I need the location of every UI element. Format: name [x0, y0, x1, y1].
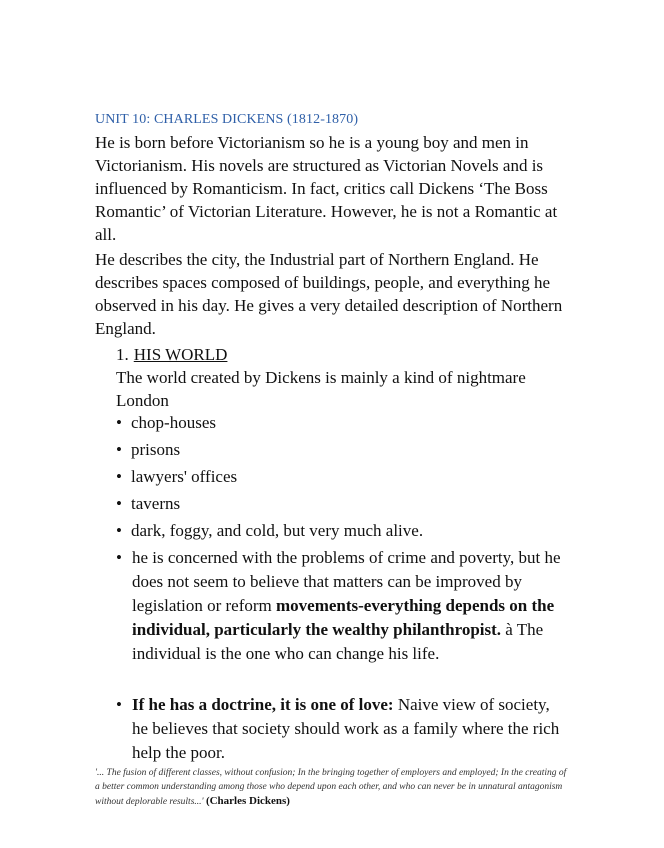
- list-item: [116, 411, 216, 435]
- concern-text: he is concerned with the problems of crime and poverty, but he does not seem to believe that matters can be improved by legislation or reform: [132, 548, 561, 615]
- list-item: [116, 438, 180, 462]
- bullet-icon: •: [116, 413, 122, 432]
- concern-end-text: The individual is the one who can change his life.: [132, 620, 544, 663]
- paragraph-city: He describes the city, the Industrial part of Northern England. He describes spaces composed of buildings, people, and everything he observed in his day. He gives a very detailed description of Northern England.: [95, 250, 563, 338]
- list-item-doctrine: [116, 693, 566, 765]
- bullet-icon: •: [116, 548, 122, 567]
- arrow-icon: à: [501, 620, 517, 639]
- dickens-quote: [95, 766, 573, 809]
- doctrine-bold-text: If he has a doctrine, it is one of love:: [132, 695, 394, 714]
- paragraph-intro: He is born before Victorianism so he is a young boy and men in Victorianism. His novels are structured as Victorian Novels and is influenced by Romanticism. In fact, critics call Dickens ‘The Boss Romantic’ of Victorian Literature. However, he is not a Romantic at all.: [95, 133, 558, 244]
- section-heading: [116, 343, 227, 366]
- list-item-body: [132, 693, 566, 765]
- list-item-body: [132, 546, 566, 666]
- list-item: [116, 465, 237, 489]
- bullet-icon: •: [116, 467, 122, 486]
- list-item: [116, 519, 423, 543]
- list-item-text: dark, foggy, and cold, but very much alive.: [131, 521, 424, 540]
- bullet-icon: •: [116, 521, 122, 540]
- list-item-text: taverns: [131, 494, 181, 513]
- list-item: [116, 492, 180, 516]
- doctrine-text: Naive view of society, he believes that society should work as a family where the rich help the poor.: [132, 695, 560, 762]
- quote-author: (Charles Dickens): [205, 795, 290, 807]
- section-number: 1.: [116, 345, 129, 364]
- bullet-icon: •: [116, 494, 122, 513]
- bullet-icon: •: [116, 440, 122, 459]
- concern-bold-text: movements-everything depends on the individual, particularly the wealthy philanthropist.: [132, 596, 555, 639]
- section-intro: The world created by Dickens is mainly a kind of nightmare London: [116, 368, 526, 410]
- list-item-text: lawyers' offices: [131, 467, 238, 486]
- list-item-text: chop-houses: [131, 413, 216, 432]
- unit-title: UNIT 10: CHARLES DICKENS (1812-1870): [95, 112, 359, 127]
- bullet-icon: •: [116, 695, 122, 714]
- section-title: HIS WORLD: [133, 345, 228, 364]
- list-item-concern: [116, 546, 566, 666]
- quote-text: '... The fusion of different classes, without confusion; In the bringing together of employers and employed; In the creating of a better common understanding among those who depend upon each other, and who can never be in unnatural antagonism without deplorable results...': [95, 768, 567, 807]
- list-item-text: prisons: [131, 440, 181, 459]
